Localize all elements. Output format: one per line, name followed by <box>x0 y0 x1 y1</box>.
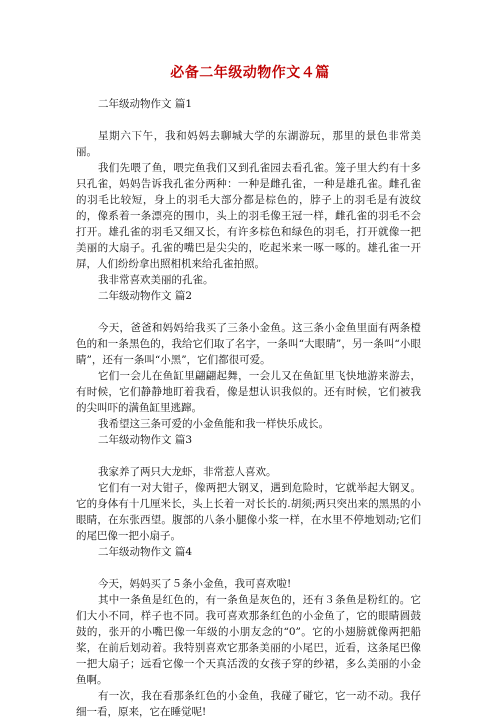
paragraph: 其中一条鱼是红色的，有一条鱼是灰色的，还有３条鱼是粉红的。它们大小不同，样子也不同。我可喜欢那条红色的小金鱼了，它的眼睛圆鼓鼓的，张开的小嘴巴像一年级的小朋友念的“0”。它的小翅膀就像两把船桨，在前后划动着。我特别喜欢它那条美丽的小尾巴，近看，这条尾巴像一把大扇子；远看它像一个天真活泼的女孩子穿的纱裙，多么美丽的小金鱼啊。 <box>76 594 421 686</box>
document-body <box>76 86 421 720</box>
paragraph: 星期六下午，我和妈妈去聊城大学的东湖游玩，那里的景色非常美丽。 <box>76 130 421 158</box>
section-heading: 二年级动物作文 篇2 <box>98 290 193 302</box>
paragraph: 我非常喜欢美丽的孔雀。 <box>98 274 214 286</box>
document-title: 必备二年级动物作文４篇 <box>170 65 330 81</box>
paragraph: 我希望这三条可爱的小金鱼能和我一样快乐成长。 <box>98 418 329 430</box>
paragraph: 今天，爸爸和妈妈给我买了三条小金鱼。这三条小金鱼里面有两条橙色的和一条黑色的，我给它们取了名字，一条叫“大眼睛”，另一条叫“小眼睛”，还有一条叫“小黑”，它们都很可爱。 <box>76 322 421 366</box>
section-heading: 二年级动物作文 篇4 <box>98 546 193 558</box>
paragraph: 它们一会儿在鱼缸里翩翩起舞，一会儿又在鱼缸里飞快地游来游去，有时候，它们静静地盯着我看，像是想认识我似的。还有时候，它们被我的尖叫吓的满鱼缸里逃蹿。 <box>76 370 421 414</box>
section-heading: 二年级动物作文 篇1 <box>98 98 193 110</box>
paragraph: 我家养了两只大龙虾，非常惹人喜欢。 <box>98 466 277 478</box>
paragraph: 有一次，我在看那条红色的小金鱼，我碰了碰它，它一动不动。我仔细一看，原来，它在睡觉呢! <box>76 690 421 718</box>
paragraph: 它们有一对大钳子，像两把大钢叉，遇到危险时，它就举起大钢叉。它的身体有十几厘米长，头上长着一对长长的.胡须;两只突出来的黑黑的小眼睛，在东张西望。腹部的八条小腿像小浆一样，在水里不停地划动;它们的尾巴像一把小扇子。 <box>76 482 421 542</box>
paragraph: 今天，妈妈买了５条小金鱼，我可喜欢啦! <box>98 578 292 590</box>
section-heading: 二年级动物作文 篇3 <box>98 434 193 446</box>
paragraph: 我们先喂了鱼，喂完鱼我们又到孔雀园去看孔雀。笼子里大约有十多只孔雀，妈妈告诉我孔雀分两种：一种是雌孔雀，一种是雄孔雀。雌孔雀的羽毛比较短，身上的羽毛大部分都是棕色的，脖子上的羽毛是有波纹的，像系着一条漂亮的围巾，头上的羽毛像王冠一样，雌孔雀的羽毛不会打开。雄孔雀的羽毛又细又长，有许多棕色和绿色的羽毛，打开就像一把美丽的大扇子。孔雀的嘴巴是尖尖的，吃起米来一啄一啄的。雄孔雀一开屏，人们纷纷拿出照相机来给孔雀拍照。 <box>76 162 421 270</box>
